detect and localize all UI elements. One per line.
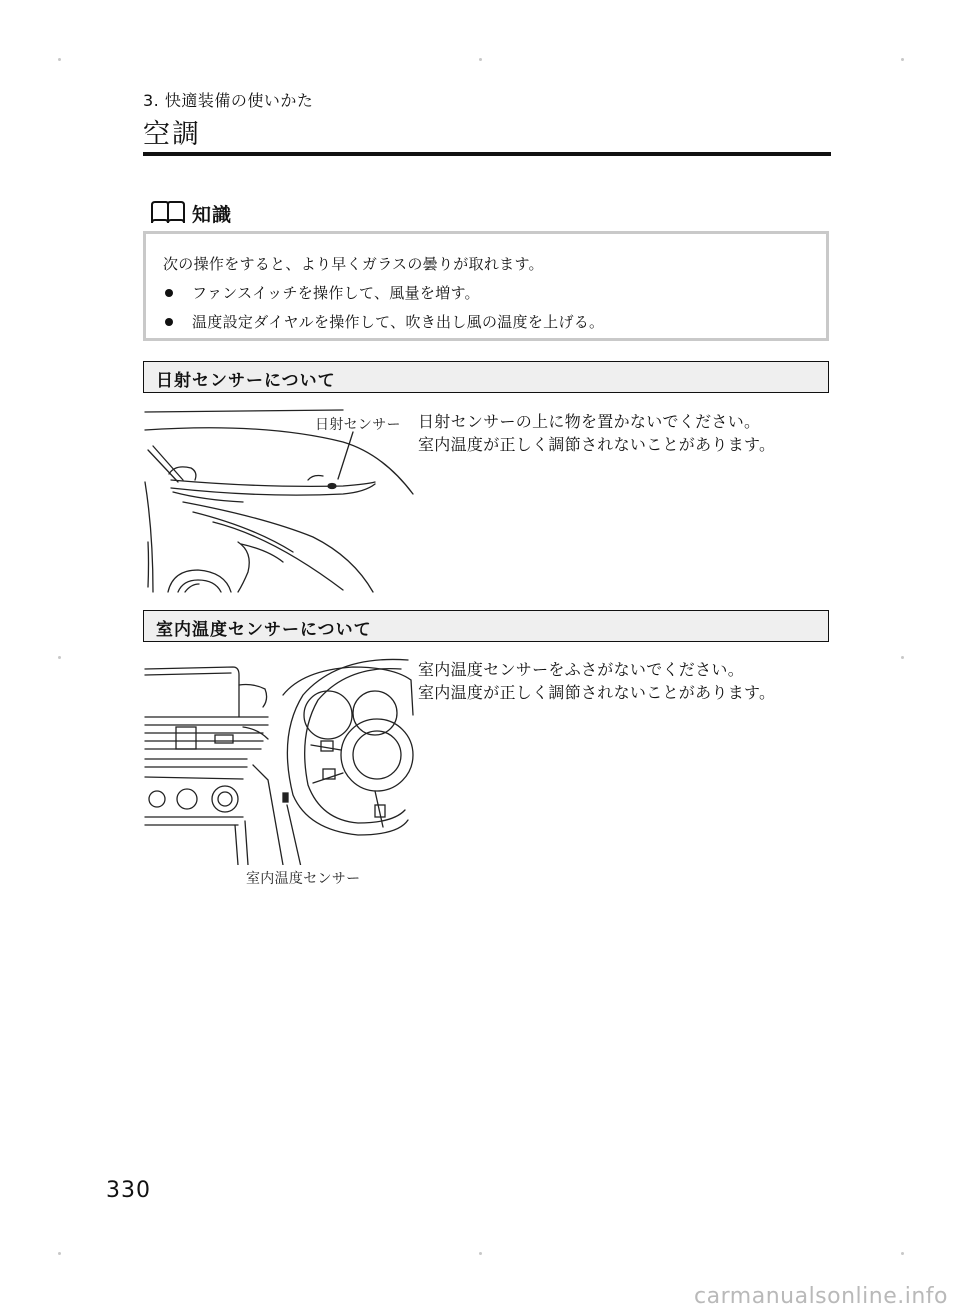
body-line: 室内温度が正しく調節されないことがあります。 [418, 435, 776, 454]
knowledge-item-text: ファンスイッチを操作して、風量を増す。 [192, 284, 480, 302]
knowledge-title: 知識 [192, 203, 233, 226]
solar-sensor-label: 日射センサー [315, 417, 401, 433]
cabin-temperature-sensor-text [418, 658, 775, 704]
bullet-icon [165, 318, 173, 326]
knowledge-heading [150, 198, 232, 228]
crop-mark [58, 656, 61, 659]
knowledge-intro: 次の操作をすると、より早くガラスの曇りが取れます。 [163, 255, 544, 273]
crop-mark [58, 1252, 61, 1255]
body-line: 日射センサーの上に物を置かないでください。 [418, 412, 761, 431]
crop-mark [901, 1252, 904, 1255]
cabin-temperature-sensor-label: 室内温度センサー [246, 871, 361, 887]
open-book-icon [150, 200, 186, 226]
cabin-temperature-sensor-illustration [143, 655, 418, 865]
crop-mark [479, 1252, 482, 1255]
crop-mark [479, 58, 482, 61]
solar-sensor-text [418, 410, 775, 456]
crop-mark [901, 58, 904, 61]
chapter-heading: 3. 快適装備の使いかた [143, 91, 314, 110]
body-line: 室内温度センサーをふさがないでください。 [418, 660, 745, 679]
bullet-icon [165, 289, 173, 297]
watermark: carmanualsonline.info [694, 1284, 948, 1309]
title-rule [143, 152, 831, 156]
page-number: 330 [106, 1178, 151, 1203]
page-title: 空調 [143, 119, 201, 150]
knowledge-item [163, 311, 604, 332]
crop-mark [901, 656, 904, 659]
knowledge-item [163, 282, 480, 303]
body-line: 室内温度が正しく調節されないことがあります。 [418, 683, 776, 702]
crop-mark [58, 58, 61, 61]
section-heading-solar-sensor [143, 361, 829, 393]
section-heading-text: 室内温度センサーについて [156, 620, 372, 640]
knowledge-item-text: 温度設定ダイヤルを操作して、吹き出し風の温度を上げる。 [192, 313, 605, 331]
section-heading-text: 日射センサーについて [156, 371, 336, 391]
knowledge-box [143, 231, 829, 341]
section-heading-cabin-temperature-sensor [143, 610, 829, 642]
